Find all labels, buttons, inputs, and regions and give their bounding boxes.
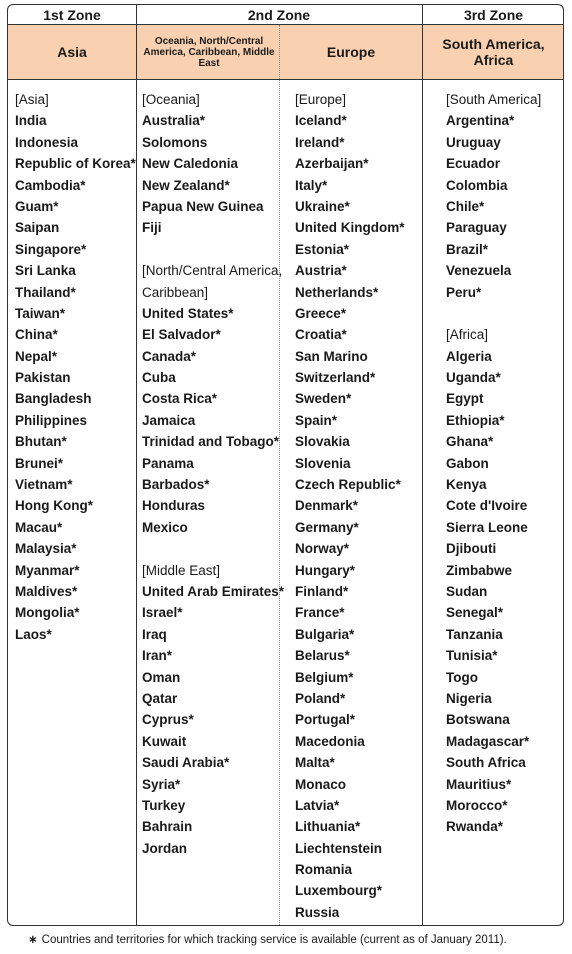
south-america-africa-country-list — [446, 89, 541, 838]
country-item: Djibouti — [446, 541, 497, 557]
footnote-text: Countries and territories for which tracking service is available (current as of January 2011). — [41, 934, 507, 946]
footnote — [28, 932, 507, 946]
country-item: Australia* — [142, 113, 206, 129]
country-item: Cambodia* — [15, 177, 86, 193]
country-item: Monaco — [295, 776, 347, 792]
region-group-label: [South America] — [446, 92, 542, 107]
country-item: New Zealand* — [142, 177, 230, 193]
country-item: Canada* — [142, 348, 197, 364]
country-item: Algeria — [446, 348, 492, 364]
country-item: South Africa — [446, 755, 526, 771]
country-item: United Kingdom* — [295, 220, 405, 236]
country-item: Fiji — [142, 220, 162, 236]
country-item: Greece* — [295, 305, 347, 321]
country-item: Jamaica — [142, 412, 196, 428]
country-item: Taiwan* — [15, 305, 66, 321]
country-item: Brunei* — [15, 455, 64, 471]
country-item: Thailand* — [15, 284, 76, 300]
country-item: United Arab Emirates* — [142, 583, 285, 599]
country-item: Belgium* — [295, 669, 354, 685]
country-item: Denmark* — [295, 498, 359, 514]
country-item: Ecuador — [446, 156, 501, 172]
country-item: China* — [15, 327, 58, 343]
region-group-label: [Africa] — [446, 327, 489, 343]
country-item: Togo — [446, 669, 478, 685]
country-item: Ireland* — [295, 134, 345, 150]
spacer — [142, 538, 284, 559]
country-item: Syria* — [142, 776, 181, 792]
country-item: Hungary* — [295, 562, 356, 578]
country-item: Solomons — [142, 134, 208, 150]
country-item: Kenya — [446, 477, 487, 493]
region-group-label: Caribbean] — [142, 284, 209, 300]
country-item: Qatar — [142, 690, 178, 706]
country-item: Malaysia* — [15, 541, 77, 557]
region-group-label: [Oceania] — [142, 92, 200, 107]
country-item: Vietnam* — [15, 477, 73, 493]
country-item: Turkey — [142, 797, 186, 813]
country-item: Nigeria — [446, 690, 492, 706]
asterisk-mark: ∗ — [28, 934, 38, 946]
region-header-row — [8, 25, 563, 80]
country-item: Bulgaria* — [295, 626, 355, 642]
country-item: Cuba — [142, 370, 176, 386]
country-item: Madagascar* — [446, 733, 530, 749]
country-item: Slovakia — [295, 434, 350, 450]
header-europe: Europe — [326, 44, 376, 60]
region-group-label: [Asia] — [15, 92, 49, 107]
country-item: Israel* — [142, 605, 183, 621]
spacer — [446, 303, 541, 324]
country-item: Poland* — [295, 690, 346, 706]
header-oceania-americas-mideast: Oceania, North/Central America, Caribbean, Middle East — [143, 35, 275, 69]
country-item: Belarus* — [295, 648, 350, 664]
country-item: Lithuania* — [295, 819, 361, 835]
country-item: France* — [295, 605, 345, 621]
country-item: Slovenia — [295, 455, 351, 471]
country-item: Netherlands* — [295, 284, 379, 300]
asia-country-list — [15, 89, 136, 645]
country-item: Sri Lanka — [15, 263, 76, 279]
country-item: Gabon — [446, 455, 489, 471]
country-item: El Salvador* — [142, 327, 221, 343]
country-item: Chile* — [446, 198, 485, 214]
country-item: Colombia — [446, 177, 508, 193]
zone-2-title: 2nd Zone — [247, 7, 311, 23]
country-item: Indonesia — [15, 134, 79, 150]
country-item: Russia — [295, 904, 340, 920]
country-item: Iran* — [142, 648, 173, 664]
country-item: Argentina* — [446, 113, 515, 129]
country-item: Norway* — [295, 541, 350, 557]
country-item: Botswana — [446, 712, 510, 728]
country-item: Spain* — [295, 412, 338, 428]
country-item: Paraguay — [446, 220, 507, 236]
country-item: Uganda* — [446, 370, 501, 386]
country-item: Zimbabwe — [446, 562, 513, 578]
country-item: Rwanda* — [446, 819, 504, 835]
country-item: Honduras — [142, 498, 206, 514]
country-item: Cote d'Ivoire — [446, 498, 528, 514]
country-item: Sudan — [446, 583, 488, 599]
region-group-label: [Europe] — [295, 92, 347, 107]
country-item: Mauritius* — [446, 776, 512, 792]
country-item: Myanmar* — [15, 562, 80, 578]
country-item: Uruguay — [446, 134, 501, 150]
country-item: Sierra Leone — [446, 519, 528, 535]
country-item: Oman — [142, 669, 181, 685]
country-item: Morocco* — [446, 797, 508, 813]
country-item: Czech Republic* — [295, 477, 401, 493]
spacer — [142, 239, 284, 260]
country-item: Maldives* — [15, 583, 78, 599]
zone-1-title: 1st Zone — [43, 7, 101, 23]
country-item: Tunisia* — [446, 648, 498, 664]
country-item: Germany* — [295, 519, 359, 535]
country-item: Mexico — [142, 519, 188, 535]
country-item: Iceland* — [295, 113, 347, 129]
country-item: Finland* — [295, 583, 349, 599]
column-divider — [422, 5, 423, 925]
country-item: Egypt — [446, 391, 484, 407]
country-item: Portugal* — [295, 712, 356, 728]
country-item: Bangladesh — [15, 391, 92, 407]
country-item: Sweden* — [295, 391, 352, 407]
header-asia: Asia — [57, 44, 87, 60]
country-item: Senegal* — [446, 605, 504, 621]
country-item: Estonia* — [295, 241, 350, 257]
country-item: Hong Kong* — [15, 498, 93, 514]
country-item: Panama — [142, 455, 194, 471]
country-item: Venezuela — [446, 263, 512, 279]
country-item: Peru* — [446, 284, 482, 300]
country-item: Romania — [295, 862, 353, 878]
country-item: Malta* — [295, 755, 335, 771]
country-item: Saudi Arabia* — [142, 755, 230, 771]
country-item: Ethiopia* — [446, 412, 505, 428]
country-item: Macedonia — [295, 733, 365, 749]
country-item: Brazil* — [446, 241, 489, 257]
oceania-americas-mideast-country-list — [142, 89, 284, 859]
country-item: Jordan — [142, 840, 188, 856]
country-item: Macau* — [15, 519, 63, 535]
country-item: Latvia* — [295, 797, 340, 813]
country-item: Bhutan* — [15, 434, 67, 450]
country-item: Trinidad and Tobago* — [142, 434, 279, 450]
country-item: Barbados* — [142, 477, 210, 493]
country-item: Pakistan — [15, 370, 71, 386]
zone-3-title: 3rd Zone — [463, 7, 524, 23]
header-south-america-africa: South America, Africa — [442, 36, 545, 68]
europe-country-list — [295, 89, 405, 923]
country-item: Austria* — [295, 263, 347, 279]
region-group-label: [Middle East] — [142, 562, 221, 578]
country-item: Papua New Guinea — [142, 198, 264, 214]
country-item: Mongolia* — [15, 605, 80, 621]
country-item: Kuwait — [142, 733, 187, 749]
country-item: Cyprus* — [142, 712, 194, 728]
country-item: Switzerland* — [295, 370, 376, 386]
country-item: Republic of Korea* — [15, 156, 136, 172]
country-item: Italy* — [295, 177, 328, 193]
country-item: Ghana* — [446, 434, 494, 450]
country-item: Ukraine* — [295, 198, 350, 214]
country-item: Iraq — [142, 626, 167, 642]
country-item: Bahrain — [142, 819, 193, 835]
country-item: Costa Rica* — [142, 391, 218, 407]
country-item: Luxembourg* — [295, 883, 383, 899]
country-item: India — [15, 113, 47, 129]
country-item: San Marino — [295, 348, 368, 364]
region-group-label: [North/Central America, — [142, 263, 283, 279]
country-item: United States* — [142, 305, 234, 321]
country-item: Azerbaijan* — [295, 156, 369, 172]
country-item: Nepal* — [15, 348, 58, 364]
country-item: Guam* — [15, 198, 59, 214]
country-item: Tanzania — [446, 626, 503, 642]
country-item: Croatia* — [295, 327, 347, 343]
zone-table — [7, 4, 564, 926]
country-item: Saipan — [15, 220, 60, 236]
zone-title-row — [8, 5, 563, 25]
country-item: Liechtenstein — [295, 840, 383, 856]
country-item: New Caledonia — [142, 156, 239, 172]
column-divider — [136, 5, 137, 925]
country-item: Laos* — [15, 626, 52, 642]
country-item: Singapore* — [15, 241, 87, 257]
country-item: Philippines — [15, 412, 88, 428]
